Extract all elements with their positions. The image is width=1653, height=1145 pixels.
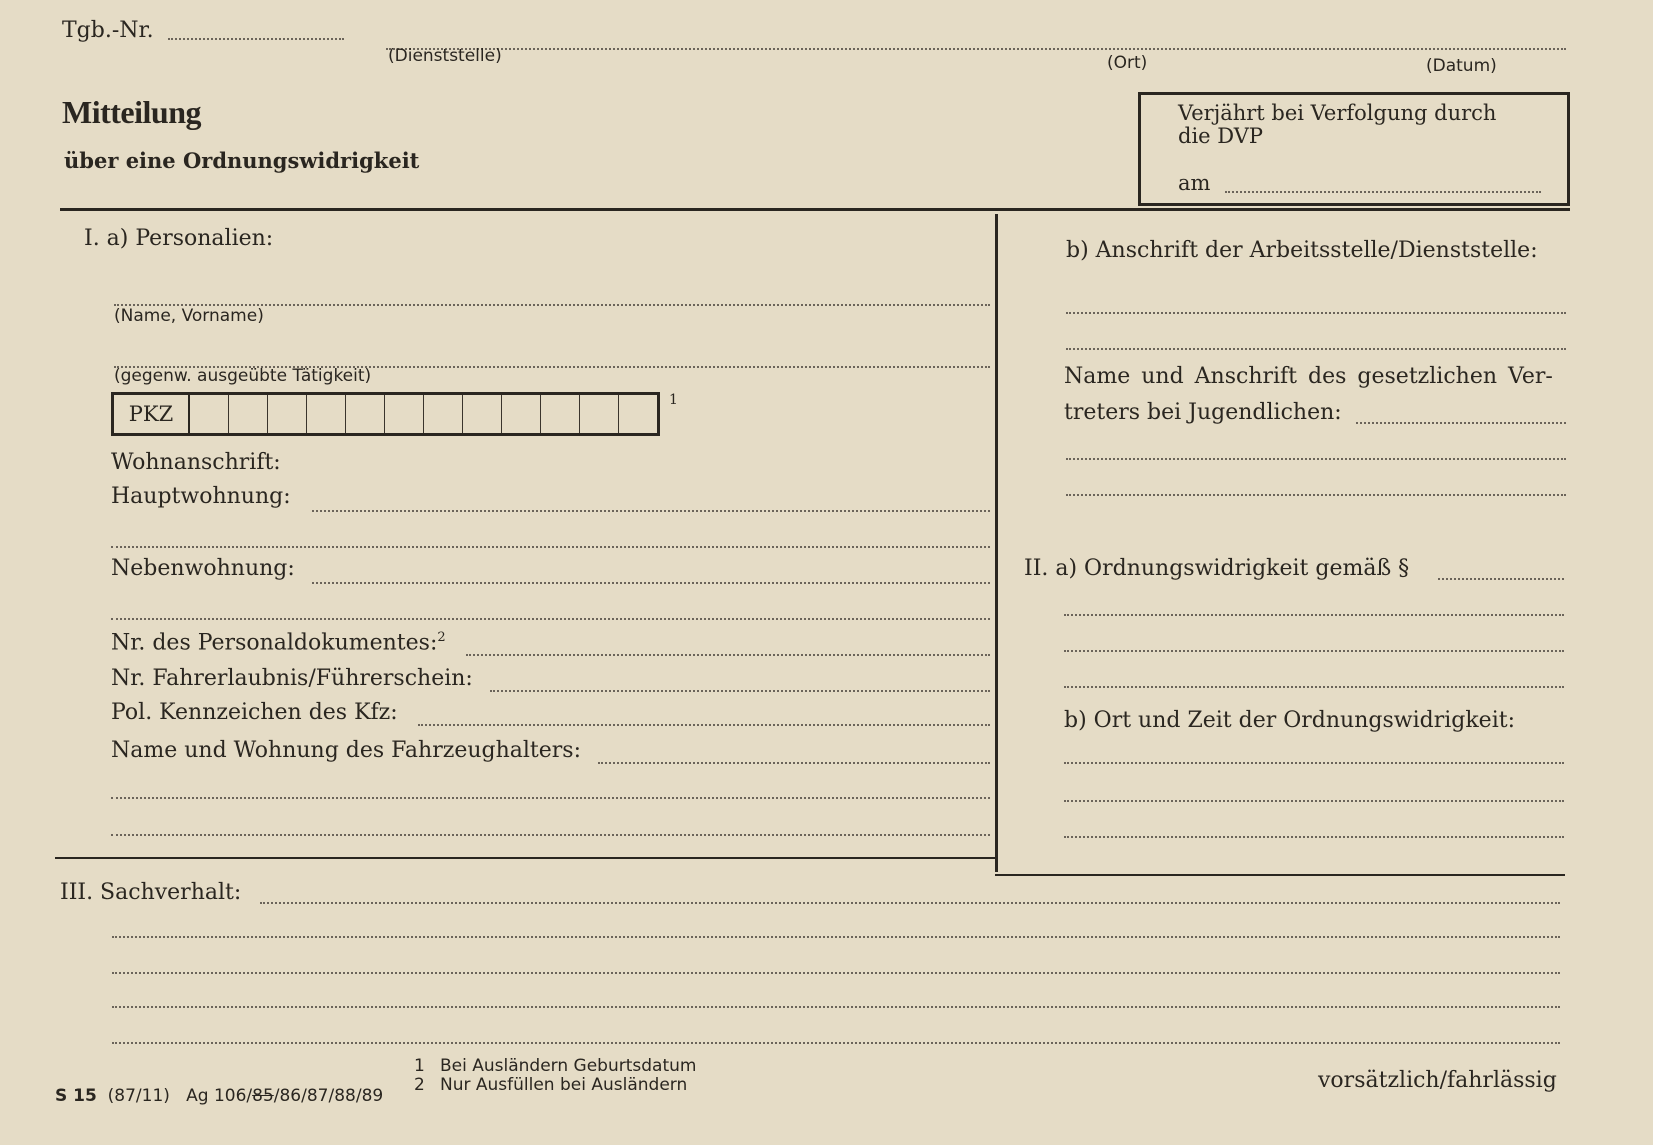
- tgb-label: Tgb.-Nr.: [62, 18, 154, 43]
- taetigkeit-caption: (gegenw. ausgeübte Tätigkeit): [114, 366, 372, 386]
- hauptwohnung-field[interactable]: [312, 510, 990, 512]
- ordnungswidrigkeit-field-line4[interactable]: [1064, 686, 1564, 688]
- section2a-heading: II. a) Ordnungswidrigkeit gemäß §: [1024, 556, 1410, 581]
- pkz-digit-cell[interactable]: [307, 395, 346, 433]
- nebenwohnung-label: Nebenwohnung:: [111, 556, 295, 581]
- ordnungswidrigkeit-field-line3[interactable]: [1064, 650, 1564, 652]
- fahrerlaubnis-label: Nr. Fahrerlaubnis/Führerschein:: [111, 666, 473, 691]
- vertreter-field-line1[interactable]: [1356, 422, 1566, 424]
- pkz-field[interactable]: [111, 392, 660, 436]
- sachverhalt-field-line1[interactable]: [260, 902, 1560, 904]
- pkz-digit-cell[interactable]: [268, 395, 307, 433]
- ort-zeit-field-line2[interactable]: [1064, 800, 1564, 802]
- ordnungswidrigkeit-field-line2[interactable]: [1064, 614, 1564, 616]
- section2-bottom-rule-right: [995, 874, 1565, 876]
- footnote-2-text: Nur Ausfüllen bei Ausländern: [440, 1075, 688, 1095]
- arbeitsstelle-field-line2[interactable]: [1066, 348, 1566, 350]
- wohnanschrift-label: Wohnanschrift:: [111, 450, 281, 475]
- dienststelle-ort-datum-field[interactable]: [386, 48, 1566, 50]
- pkz-digit-cell[interactable]: [424, 395, 463, 433]
- pkz-digit-cell[interactable]: [346, 395, 385, 433]
- form-subtitle: über eine Ordnungswidrigkeit: [64, 148, 420, 173]
- verjaehrt-am-label: am: [1178, 171, 1211, 195]
- pkz-label: PKZ: [114, 395, 190, 433]
- name-caption: (Name, Vorname): [114, 306, 264, 326]
- pkz-digit-cell[interactable]: [463, 395, 502, 433]
- header-divider: [60, 208, 1570, 211]
- paragraph-field[interactable]: [1438, 578, 1564, 580]
- nebenwohnung-field-line2[interactable]: [111, 618, 990, 620]
- vertreter-field-line3[interactable]: [1066, 494, 1566, 496]
- fahrzeughalter-field-line2[interactable]: [111, 797, 990, 799]
- hauptwohnung-label: Hauptwohnung:: [111, 484, 291, 509]
- pkz-digit-cell[interactable]: [385, 395, 424, 433]
- datum-caption: (Datum): [1426, 56, 1497, 76]
- tgb-number-field[interactable]: [168, 38, 344, 40]
- footnote-1-text: Bei Ausländern Geburtsdatum: [440, 1056, 697, 1076]
- verjaehrt-line2: die DVP: [1178, 124, 1264, 148]
- ag-struck: 85: [252, 1086, 274, 1106]
- nebenwohnung-field[interactable]: [312, 582, 990, 584]
- form-revision: (87/11): [107, 1086, 170, 1106]
- section3-heading: III. Sachverhalt:: [60, 880, 242, 905]
- pkz-digit-cell[interactable]: [190, 395, 229, 433]
- section1-bottom-rule-left: [55, 857, 995, 859]
- sachverhalt-field-line5[interactable]: [112, 1042, 1560, 1044]
- vertreter-field-line2[interactable]: [1066, 458, 1566, 460]
- verjaehrt-date-field[interactable]: [1225, 191, 1541, 193]
- fahrzeughalter-field[interactable]: [598, 762, 990, 764]
- footnote-1-number: 1: [414, 1056, 425, 1076]
- ag-suffix: /86/87/88/89: [273, 1086, 384, 1106]
- ort-caption: (Ort): [1107, 53, 1148, 73]
- section1b-heading: b) Anschrift der Arbeitsstelle/Dienststelle:: [1066, 238, 1538, 263]
- pkz-footnote-mark: 1: [669, 392, 678, 408]
- form-code-id: S 15: [55, 1086, 97, 1106]
- sachverhalt-field-line3[interactable]: [112, 972, 1560, 974]
- vorsatz-label[interactable]: vorsätzlich/fahrlässig: [1318, 1068, 1557, 1093]
- form-code: [55, 1086, 383, 1106]
- personaldokument-label: [111, 630, 446, 655]
- personaldokument-footnote-mark: 2: [437, 630, 446, 645]
- arbeitsstelle-field-line1[interactable]: [1066, 312, 1566, 314]
- fahrerlaubnis-field[interactable]: [490, 690, 990, 692]
- vertreter-label-line2: treters bei Jugendlichen:: [1064, 400, 1342, 425]
- vertreter-label-line1: Name und Anschrift des gesetzlichen Ver-: [1064, 364, 1553, 389]
- pkz-digit-cell[interactable]: [502, 395, 541, 433]
- pkz-digit-cell[interactable]: [580, 395, 619, 433]
- hauptwohnung-field-line2[interactable]: [111, 546, 990, 548]
- sachverhalt-field-line4[interactable]: [112, 1006, 1560, 1008]
- pkz-digit-cell[interactable]: [619, 395, 657, 433]
- verjaehrt-box: [1138, 92, 1570, 206]
- ag-prefix: Ag 106/: [186, 1086, 253, 1106]
- personaldokument-label-text: Nr. des Personaldokumentes:: [111, 630, 438, 656]
- ort-zeit-field-line1[interactable]: [1064, 762, 1564, 764]
- personaldokument-field[interactable]: [466, 654, 990, 656]
- section2b-heading: b) Ort und Zeit der Ordnungswidrigkeit:: [1064, 708, 1515, 733]
- kennzeichen-field[interactable]: [418, 724, 990, 726]
- verjaehrt-line1: Verjährt bei Verfolgung durch: [1178, 101, 1497, 125]
- form-title: Mitteilung: [62, 94, 201, 130]
- dienststelle-caption: (Dienststelle): [388, 46, 502, 66]
- column-divider: [995, 214, 998, 872]
- fahrzeughalter-field-line3[interactable]: [111, 834, 990, 836]
- pkz-digit-cell[interactable]: [229, 395, 268, 433]
- pkz-digit-cell[interactable]: [541, 395, 580, 433]
- section1-heading: I. a) Personalien:: [84, 226, 274, 251]
- fahrzeughalter-label: Name und Wohnung des Fahrzeughalters:: [111, 738, 581, 763]
- ort-zeit-field-line3[interactable]: [1064, 836, 1564, 838]
- sachverhalt-field-line2[interactable]: [112, 936, 1560, 938]
- footnote-2-number: 2: [414, 1075, 425, 1095]
- kennzeichen-label: Pol. Kennzeichen des Kfz:: [111, 700, 398, 725]
